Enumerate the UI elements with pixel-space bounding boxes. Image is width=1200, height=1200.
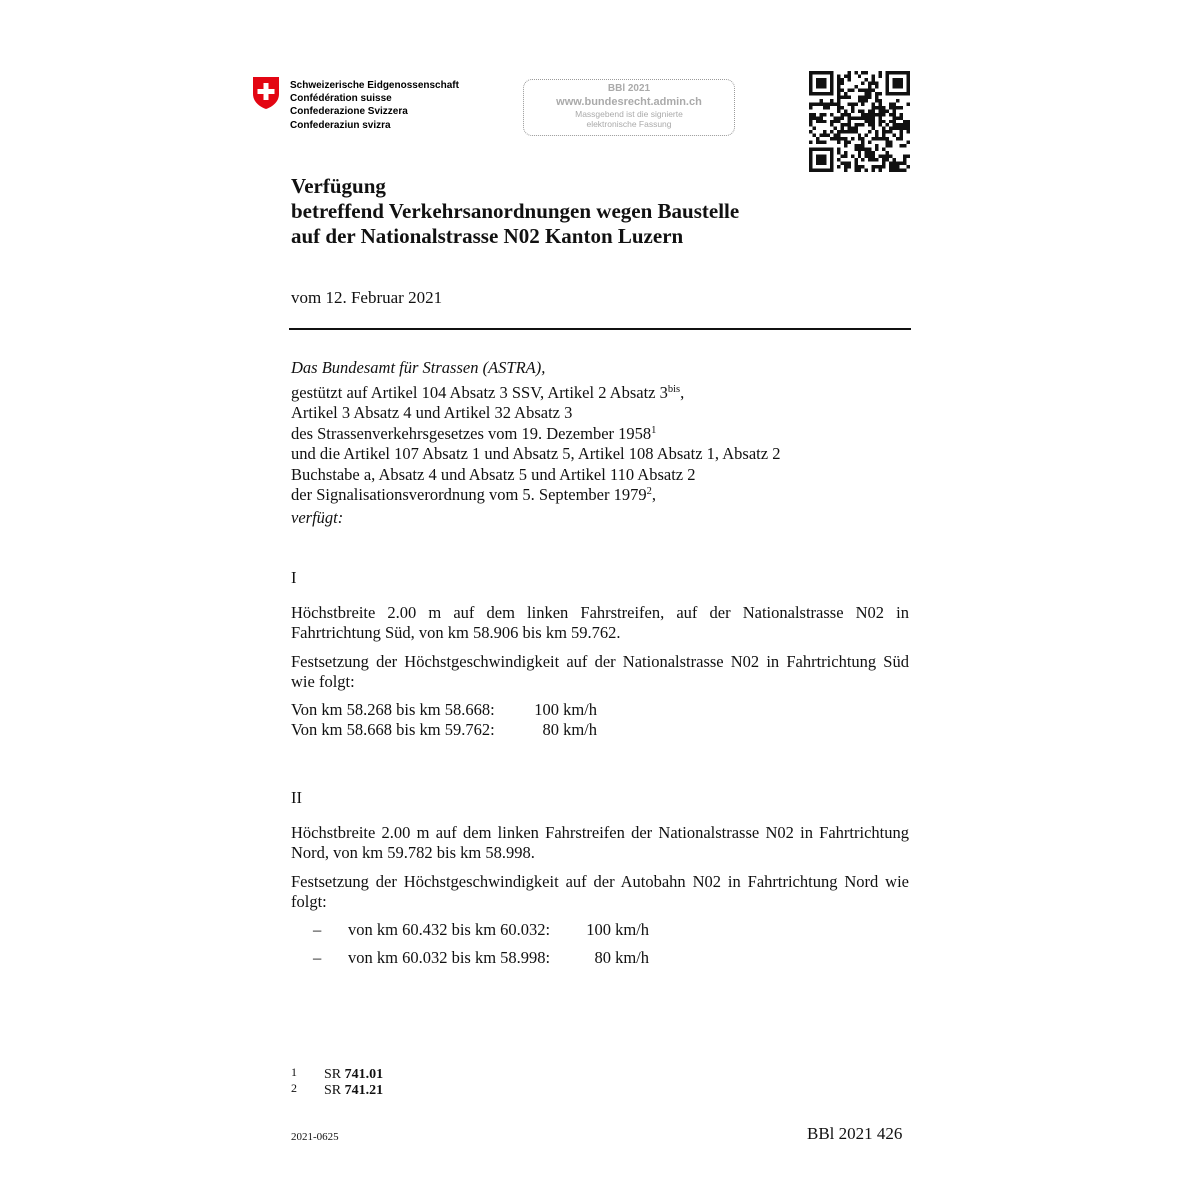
section-2-speed-item — [348, 920, 649, 940]
section-1-paragraph-2: Festsetzung der Höchstgeschwindigkeit auf der Nationalstrasse N02 in Fahrtrichtung Süd wie folgt: — [291, 652, 909, 691]
confederation-name-it: Confederazione Svizzera — [290, 106, 408, 118]
legal-basis-line-1 — [291, 383, 911, 404]
legal-basis-line-3 — [291, 424, 911, 445]
title-divider — [289, 328, 911, 330]
confederation-name-rm: Confederaziun svizra — [290, 119, 391, 131]
legal-basis-line-2: Artikel 3 Absatz 4 und Artikel 32 Absatz 3 — [291, 403, 573, 422]
document-id: 2021-0625 — [291, 1131, 339, 1143]
document-date: vom 12. Februar 2021 — [291, 288, 443, 307]
superscript-bis: bis — [667, 383, 681, 395]
issuing-authority: Das Bundesamt für Strassen (ASTRA), — [291, 358, 546, 377]
preamble — [291, 358, 911, 528]
legal-basis-line-4: und die Artikel 107 Absatz 1 und Absatz 5, Artikel 108 Absatz 1, Absatz 2 — [291, 444, 781, 463]
legal-basis-punct: , — [680, 382, 685, 402]
authenticity-stamp — [523, 79, 735, 136]
speed-limit: 100 km/h — [534, 700, 597, 719]
stamp-bbl-year: BBl 2021 — [607, 83, 651, 94]
section-2-paragraph-2: Festsetzung der Höchstgeschwindigkeit auf der Autobahn N02 in Fahrtrichtung Nord wie folgt: — [291, 872, 909, 911]
legal-basis-text: der Signalisationsverordnung vom 5. September 1979 — [291, 485, 647, 504]
decision-verb: verfügt: — [291, 507, 344, 527]
confederation-name-de: Schweizerische Eidgenossenschaft — [290, 80, 459, 91]
legal-basis — [291, 383, 911, 506]
list-dash: – — [313, 948, 322, 967]
speed-limit: 80 km/h — [594, 948, 649, 967]
section-1-paragraph-1: Höchstbreite 2.00 m auf dem linken Fahrstreifen, auf der Nationalstrasse N02 in Fahrtrichtung Süd, von km 58.906 bis km 59.762. — [291, 603, 909, 642]
title-line-2: betreffend Verkehrsanordnungen wegen Baustelle — [291, 199, 740, 223]
legal-basis-text: des Strassenverkehrsgesetzes vom 19. Dezember 1958 — [291, 423, 652, 443]
bbl-reference: BBl 2021 426 — [807, 1124, 903, 1143]
footnote-number: 1 — [291, 1065, 297, 1079]
title-line-1: Verfügung — [291, 174, 386, 198]
list-dash: – — [313, 920, 322, 939]
section-2-paragraph-1: Höchstbreite 2.00 m auf dem linken Fahrstreifen der Nationalstrasse N02 in Fahrtrichtung Nord, von km 59.782 bis km 58.998. — [291, 823, 909, 862]
qr-code-icon — [809, 71, 910, 172]
section-1-speed-row — [291, 720, 597, 740]
legal-basis-punct: , — [651, 485, 656, 504]
document-title — [291, 174, 739, 249]
speed-range: Von km 58.668 bis km 59.762: — [291, 720, 495, 739]
section-1-speed-row — [291, 700, 597, 720]
speed-range: von km 60.032 bis km 58.998: — [348, 948, 551, 967]
speed-range: von km 60.432 bis km 60.032: — [348, 920, 551, 939]
swiss-coat-of-arms-icon — [252, 76, 280, 110]
footnote-sr-link[interactable]: 741.21 — [344, 1083, 384, 1098]
speed-limit: 80 km/h — [542, 720, 597, 739]
confederation-name-fr: Confédération suisse — [290, 93, 392, 105]
footnote-number: 2 — [291, 1081, 297, 1095]
footnote-prefix: SR — [324, 1083, 342, 1098]
title-line-3: auf der Nationalstrasse N02 Kanton Luzern — [291, 224, 684, 248]
section-2-speed-item — [348, 948, 649, 968]
footnote-ref-1[interactable]: 1 — [651, 424, 657, 436]
footnote-sr-link[interactable]: 741.01 — [344, 1067, 384, 1082]
stamp-note-1: Massgebend ist die signierte — [575, 109, 683, 119]
speed-limit: 100 km/h — [586, 920, 649, 939]
section-number-1: I — [291, 568, 297, 587]
section-number-2: II — [291, 788, 302, 807]
confederation-names — [290, 79, 459, 132]
footnote-prefix: SR — [324, 1067, 342, 1082]
stamp-note-2: elektronische Fassung — [586, 119, 672, 129]
stamp-url: www.bundesrecht.admin.ch — [556, 96, 702, 108]
speed-range: Von km 58.268 bis km 58.668: — [291, 700, 495, 719]
legal-basis-line-6 — [291, 485, 911, 506]
footnote — [291, 1080, 383, 1099]
legal-basis-line-5: Buchstabe a, Absatz 4 und Absatz 5 und Artikel 110 Absatz 2 — [291, 464, 696, 484]
legal-basis-text: gestützt auf Artikel 104 Absatz 3 SSV, Artikel 2 Absatz 3 — [291, 382, 668, 402]
footnote-ref-2[interactable]: 2 — [646, 486, 652, 497]
